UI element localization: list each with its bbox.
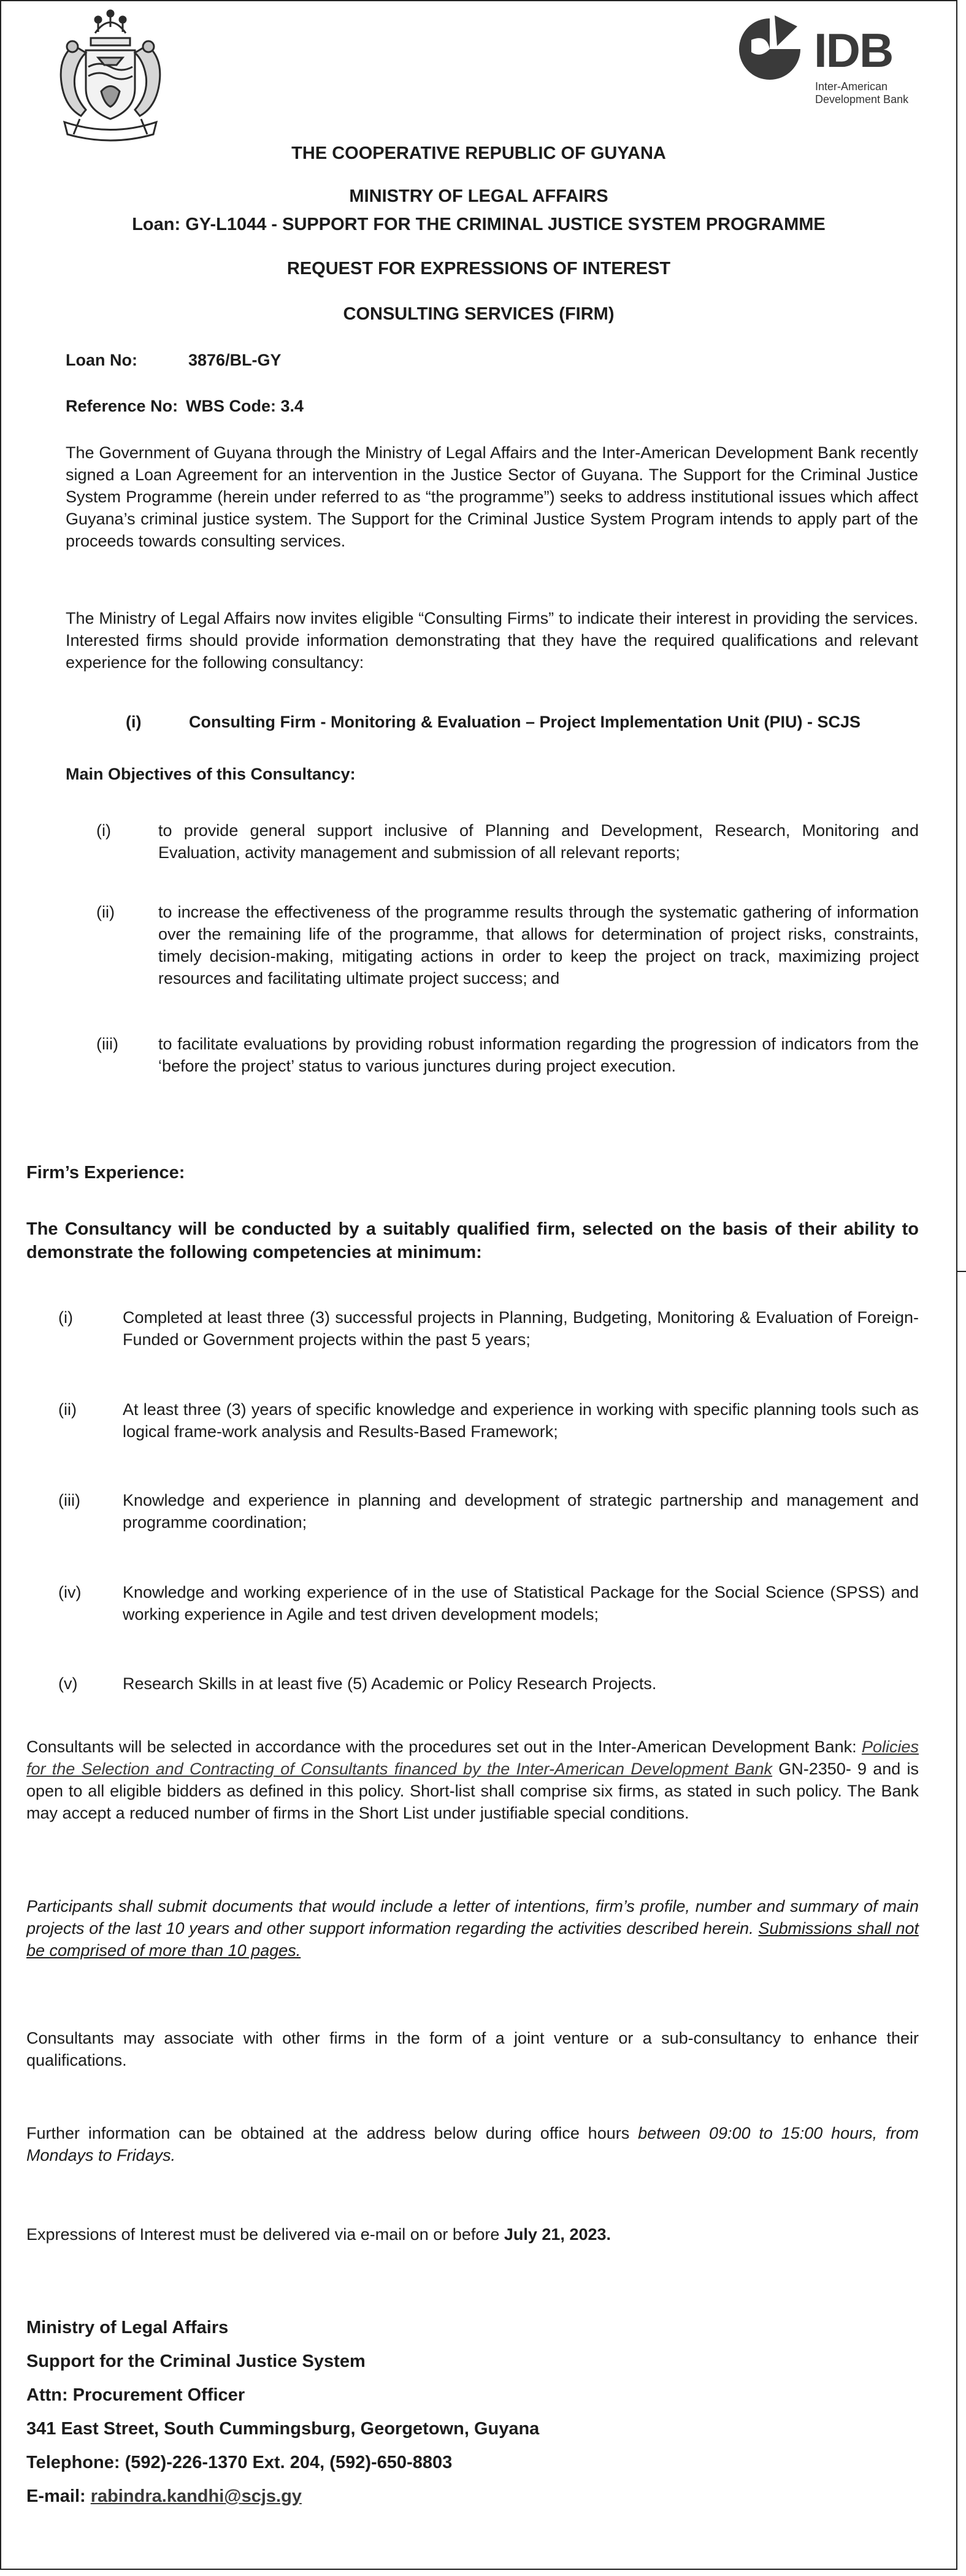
- idb-mark-icon: [733, 15, 807, 83]
- request-title: REQUEST FOR EXPRESSIONS OF INTEREST: [286, 259, 671, 278]
- contact-email-line: [26, 2485, 539, 2519]
- reference-label: Reference No:: [66, 397, 178, 415]
- policy-link[interactable]: Policies for the Selection and Contracting of Consultants financed by the Inter-American Development Bank: [26, 1738, 919, 1778]
- reference-value: WBS Code: 3.4: [186, 397, 304, 415]
- contact-attn: Attn: Procurement Officer: [26, 2385, 245, 2405]
- loan-no-value: 3876/BL-GY: [188, 351, 282, 369]
- objective-text: to provide general support inclusive of Planning and Development, Research, Monitoring and Evaluation, activity management and submission of all relevant reports;: [158, 821, 919, 862]
- guyana-coat-of-arms-icon: [37, 9, 184, 147]
- email-link[interactable]: rabindra.kandhi@scjs.gy: [90, 2486, 302, 2506]
- email-label: E-mail:: [26, 2486, 91, 2506]
- objective-num: (ii): [96, 903, 115, 921]
- objective-num: (iii): [96, 1035, 118, 1053]
- idb-logo: [733, 15, 929, 113]
- consultancy-title: Consulting Firm - Monitoring & Evaluation – Project Implementation Unit (PIU) - SCJS: [189, 713, 861, 731]
- contact-block: [26, 2317, 539, 2519]
- further-info-text: Further information can be obtained at the address below during office hours: [26, 2124, 638, 2142]
- competency-text: Completed at least three (3) successful projects in Planning, Budgeting, Monitoring & Evaluation of Foreign-Funded or Government projects within the past 5 years;: [123, 1308, 919, 1349]
- deadline-paragraph: [26, 2223, 919, 2245]
- invite-paragraph: The Ministry of Legal Affairs now invites eligible “Consulting Firms” to indicate their interest in providing the services. Interested firms should provide information demonstrating that they have the required qualifications and relevant experience for the following consultancy:: [66, 609, 918, 672]
- selection-paragraph: [26, 1736, 919, 1824]
- page-edge-mark: [957, 1271, 966, 1272]
- experience-heading: Firm’s Experience:: [26, 1163, 185, 1183]
- competency-text: Knowledge and experience in planning and development of strategic partnership and management and programme coordination;: [123, 1491, 919, 1531]
- submission-text: Participants shall submit documents that would include a letter of intentions, firm’s profile, number and summary of main projects of the last 10 years and other support information regarding the activities described herein.: [26, 1897, 919, 1938]
- idb-tagline: [815, 80, 908, 106]
- loan-no-label: Loan No:: [66, 351, 137, 369]
- competency-num: (v): [58, 1674, 78, 1693]
- submission-page-limit: Submissions shall not be comprised of more than 10 pages.: [26, 1919, 919, 1960]
- deadline-text: Expressions of Interest must be delivered via e-mail on or before: [26, 2225, 504, 2244]
- intro-paragraph: The Government of Guyana through the Ministry of Legal Affairs and the Inter-American Development Bank recently signed a Loan Agreement for an intervention in the Justice Sector of Guyana. The Support for the Criminal Justice System Programme (herein under referred to as “the programme”) seeks to address institutional issues which affect Guyana’s criminal justice system. The Support for the Criminal Justice System Program intends to apply part of the proceeds towards consulting services.: [66, 443, 918, 550]
- ministry-title: MINISTRY OF LEGAL AFFAIRS: [349, 186, 608, 206]
- competency-num: (ii): [58, 1400, 77, 1419]
- objectives-heading: Main Objectives of this Consultancy:: [66, 765, 356, 783]
- further-info-paragraph: [26, 2122, 919, 2166]
- services-title: CONSULTING SERVICES (FIRM): [343, 304, 615, 324]
- selection-text-after: GN-2350- 9 and is open to all eligible bidders as defined in this policy. Short-list shall comprise six firms, as stated in such policy. The Bank may accept a reduced number of firms in the Short List under justifiable special conditions.: [26, 1760, 919, 1822]
- consultancy-num: (i): [126, 713, 142, 731]
- competency-text: Research Skills in at least five (5) Academic or Policy Research Projects.: [123, 1674, 657, 1693]
- objective-text: to increase the effectiveness of the programme results through the systematic gathering of information over the remaining life of the programme, that allows for determination of project risks, constraints, timely decision-making, mitigating actions in order to keep the project on track, maximizing project resources and facilitating ultimate project success; and: [158, 903, 919, 987]
- contact-telephone: Telephone: (592)-226-1370 Ext. 204, (592)-650-8803: [26, 2453, 453, 2472]
- contact-program: Support for the Criminal Justice System: [26, 2352, 366, 2371]
- association-paragraph: Consultants may associate with other firms in the form of a joint venture or a sub-consultancy to enhance their qualifications.: [26, 2029, 919, 2069]
- objective-text: to facilitate evaluations by providing robust information regarding the progression of indicators from the ‘before the project’ status to various junctures during project execution.: [158, 1035, 919, 1075]
- office-hours: between 09:00 to 15:00 hours, from Mondays to Fridays.: [26, 2124, 919, 2164]
- competency-num: (iv): [58, 1583, 82, 1601]
- competency-num: (iii): [58, 1491, 80, 1509]
- selection-text-before: Consultants will be selected in accordance with the procedures set out in the Inter-American Development Bank:: [26, 1738, 857, 1756]
- objective-num: (i): [96, 821, 111, 840]
- idb-logo-text: IDB: [814, 23, 893, 77]
- submission-paragraph: [26, 1895, 919, 1961]
- competency-num: (i): [58, 1308, 73, 1327]
- deadline-date: July 21, 2023.: [504, 2225, 611, 2244]
- competency-text: Knowledge and working experience of in the use of Statistical Package for the Social Science (SPSS) and working experience in Agile and test driven development models;: [123, 1583, 919, 1623]
- idb-tagline-line1: Inter-American: [815, 80, 888, 93]
- idb-tagline-line2: Development Bank: [815, 93, 909, 105]
- country-title: THE COOPERATIVE REPUBLIC OF GUYANA: [291, 144, 666, 163]
- competency-text: At least three (3) years of specific knowledge and experience in working with specific planning tools such as logical frame-work analysis and Results-Based Framework;: [123, 1400, 919, 1441]
- experience-intro: The Consultancy will be conducted by a suitably qualified firm, selected on the basis of their ability to demonstrate the following competencies at minimum:: [26, 1219, 919, 1262]
- contact-org: Ministry of Legal Affairs: [26, 2318, 229, 2337]
- loan-title: Loan: GY-L1044 - SUPPORT FOR THE CRIMINAL JUSTICE SYSTEM PROGRAMME: [132, 215, 826, 234]
- contact-address: 341 East Street, South Cummingsburg, Georgetown, Guyana: [26, 2419, 540, 2439]
